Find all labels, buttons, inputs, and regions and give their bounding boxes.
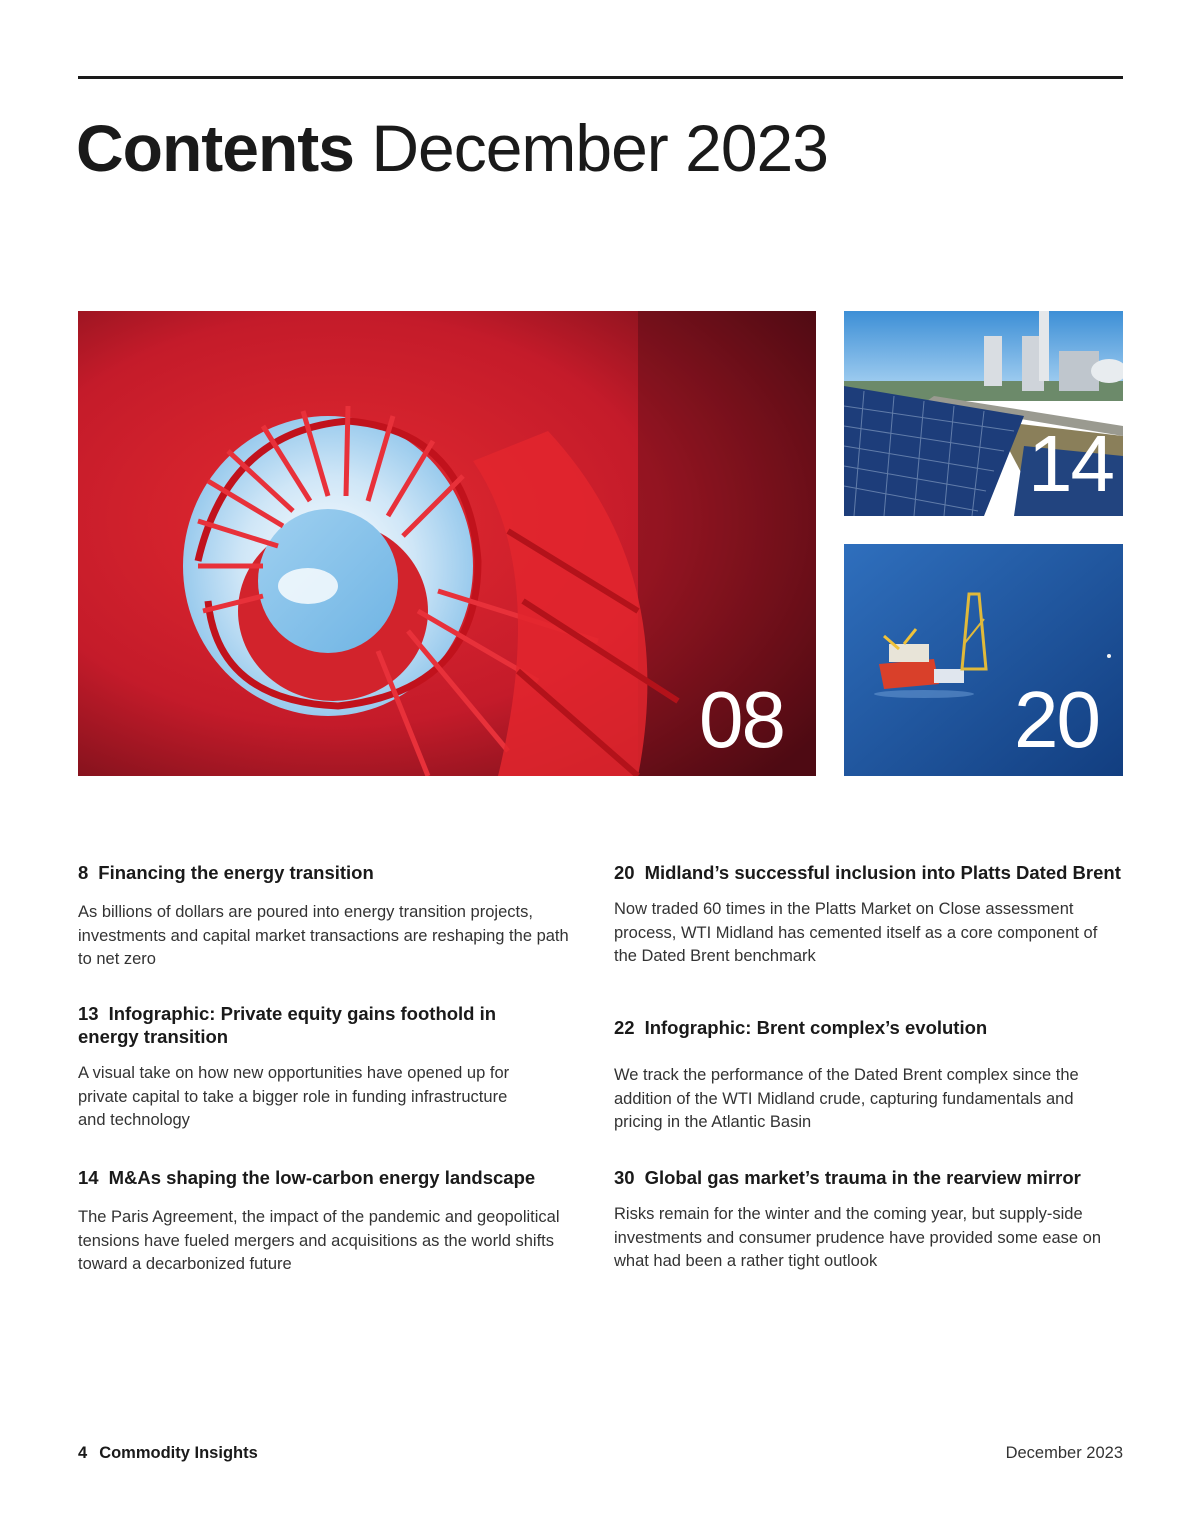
entry-title: M&As shaping the low-carbon energy landscape bbox=[108, 1167, 536, 1188]
entry-description: Now traded 60 times in the Platts Market on Close assessment process, WTI Midland has cemented itself as a core component of the Dated Brent benchmark bbox=[614, 900, 1098, 965]
contents-entry[interactable] bbox=[78, 1166, 568, 1277]
entry-description: We track the performance of the Dated Brent complex since the addition of the WTI Midland crude, capturing fundamentals and pricing in the Atlantic Basin bbox=[614, 1066, 1079, 1131]
entry-page-number: 14 bbox=[78, 1167, 99, 1188]
contents-entry[interactable] bbox=[614, 861, 1124, 969]
staircase-photo[interactable] bbox=[78, 311, 816, 776]
page-marker-20: 20 bbox=[1014, 675, 1099, 764]
entry-heading[interactable] bbox=[78, 1002, 528, 1048]
contents-entry[interactable] bbox=[614, 1166, 1124, 1274]
footer-page-number: 4 bbox=[78, 1444, 88, 1462]
entry-heading[interactable] bbox=[614, 861, 1124, 884]
footer-date: December 2023 bbox=[1005, 1444, 1123, 1462]
title-bold: Contents bbox=[76, 111, 354, 185]
footer-publication-name: Commodity Insights bbox=[99, 1444, 258, 1462]
entry-page-number: 8 bbox=[78, 862, 89, 883]
entry-description: A visual take on how new opportunities have opened up for private capital to take a bigger role in funding infrastructure and technology bbox=[78, 1064, 510, 1129]
entry-page-number: 22 bbox=[614, 1017, 635, 1038]
entry-page-number: 13 bbox=[78, 1003, 99, 1024]
entry-description: The Paris Agreement, the impact of the pandemic and geopolitical tensions have fueled mergers and acquisitions as the world shifts toward a decarbonized future bbox=[78, 1208, 560, 1273]
entry-page-number: 30 bbox=[614, 1167, 635, 1188]
offshore-rig-photo[interactable] bbox=[844, 544, 1123, 776]
solar-plant-photo[interactable] bbox=[844, 311, 1123, 516]
entry-heading[interactable] bbox=[614, 1016, 1124, 1039]
entry-title: Global gas market’s trauma in the rearview mirror bbox=[644, 1167, 1081, 1188]
page-marker-08: 08 bbox=[699, 675, 784, 764]
entry-title: Infographic: Brent complex’s evolution bbox=[644, 1017, 988, 1038]
top-rule bbox=[78, 76, 1123, 79]
title-date: December 2023 bbox=[371, 111, 828, 185]
footer-publication bbox=[78, 1444, 258, 1463]
page-title bbox=[76, 108, 828, 188]
entry-description: Risks remain for the winter and the coming year, but supply-side investments and consumer prudence have provided some ease on what had been a rather tight outlook bbox=[614, 1205, 1102, 1270]
contents-entry[interactable] bbox=[78, 861, 583, 972]
entry-title: Midland’s successful inclusion into Platts Dated Brent bbox=[644, 862, 1121, 883]
entry-heading[interactable] bbox=[614, 1166, 1124, 1189]
entry-heading[interactable] bbox=[78, 1166, 568, 1189]
contents-entry[interactable] bbox=[78, 1002, 528, 1133]
contents-entry[interactable] bbox=[614, 1016, 1124, 1135]
entry-description: As billions of dollars are poured into energy transition projects, investments and capital market transactions are reshaping the path to net zero bbox=[78, 903, 569, 968]
entry-title: Infographic: Private equity gains foothold in energy transition bbox=[78, 1003, 497, 1047]
page-marker-14: 14 bbox=[1028, 419, 1113, 508]
entry-page-number: 20 bbox=[614, 862, 635, 883]
entry-title: Financing the energy transition bbox=[98, 862, 374, 883]
entry-heading[interactable] bbox=[78, 861, 583, 884]
